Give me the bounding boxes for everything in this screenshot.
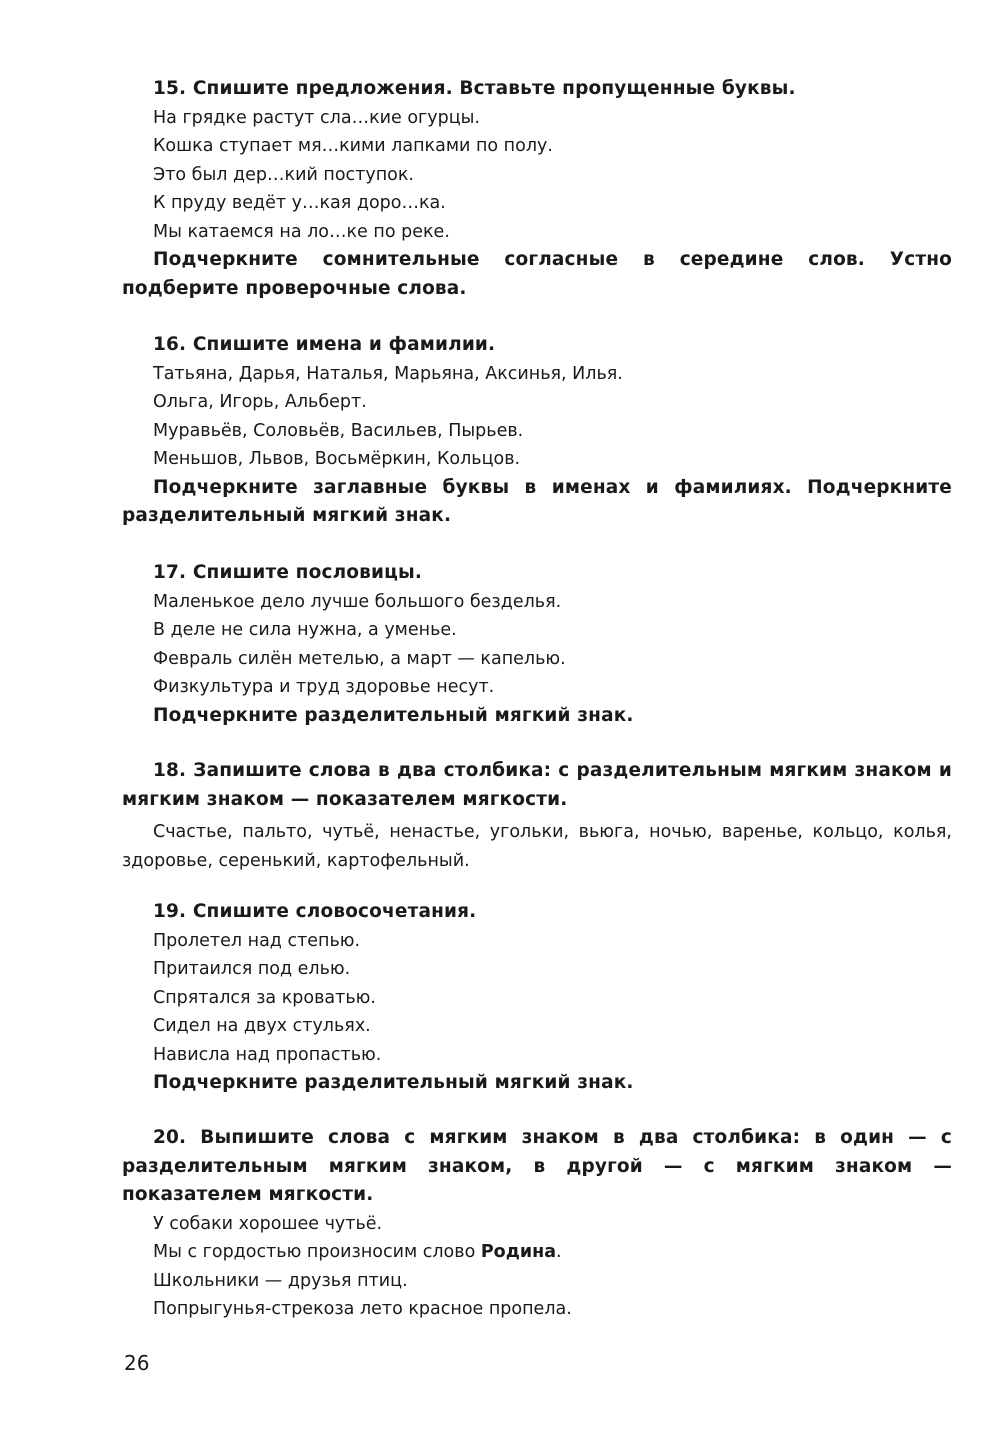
exercise-20-line: Школьники — друзья птиц. xyxy=(153,1270,408,1291)
bold-word-rodina: Родина xyxy=(480,1242,557,1262)
exercise-19-line: Нависла над пропастью. xyxy=(153,1044,382,1065)
exercise-18 xyxy=(122,757,952,875)
exercise-16-line: Меньшов, Львов, Восьмёркин, Кольцов. xyxy=(153,449,521,469)
page-number: 26 xyxy=(124,1351,150,1375)
exercise-15 xyxy=(122,75,952,303)
exercise-17-line: Маленькое дело лучше большого безделья. xyxy=(153,591,562,612)
exercise-17-line: В деле не сила нужна, а уменье. xyxy=(153,620,457,640)
exercise-15-task: Подчеркните сомнительные согласные в середине слов. Устно подберите проверочные слова. xyxy=(122,249,952,299)
exercise-17-title: 17. Спишите пословицы. xyxy=(153,562,423,583)
exercise-15-line: Мы катаемся на ло…ке по реке. xyxy=(153,221,450,242)
exercise-16-line: Татьяна, Дарья, Наталья, Марьяна, Аксинья, Илья. xyxy=(153,363,623,384)
exercise-19-line: Сидел на двух стульях. xyxy=(153,1016,371,1036)
exercise-17-task: Подчеркните разделительный мягкий знак. xyxy=(153,704,634,726)
exercise-19-line: Притаился под елью. xyxy=(153,959,351,979)
exercise-15-line: К пруду ведёт у…кая доро…ка. xyxy=(153,193,446,213)
exercise-16 xyxy=(122,331,952,531)
exercise-17-line: Февраль силён метелью, а март — капелью. xyxy=(153,648,566,669)
exercise-20-line-text: Мы с гордостью произносим слово xyxy=(153,1242,476,1262)
exercise-19 xyxy=(122,898,952,1098)
exercise-20-line xyxy=(122,1238,952,1267)
exercise-15-title: 15. Спишите предложения. Вставьте пропущенные буквы. xyxy=(153,78,796,99)
exercise-19-title: 19. Спишите словосочетания. xyxy=(153,901,477,922)
exercise-15-line: Это был дер…кий поступок. xyxy=(153,164,414,185)
line-period: . xyxy=(556,1242,562,1262)
exercise-17-line: Физкультура и труд здоровье несут. xyxy=(153,677,495,697)
exercise-16-title: 16. Спишите имена и фамилии. xyxy=(153,334,496,355)
exercise-20-line: Попрыгунья-стрекоза лето красное пропела. xyxy=(153,1299,572,1319)
exercise-20 xyxy=(122,1124,952,1324)
exercise-20-line: У собаки хорошее чутьё. xyxy=(153,1213,383,1234)
exercise-18-title: 18. Запишите слова в два столбика: с разделительным мягким знаком и мягким знаком — показателем мягкости. xyxy=(122,760,952,810)
exercise-16-line: Ольга, Игорь, Альберт. xyxy=(153,392,367,412)
exercise-15-line: Кошка ступает мя…кими лапками по полу. xyxy=(153,136,553,156)
exercise-19-line: Спрятался за кроватью. xyxy=(153,987,376,1008)
exercise-19-task: Подчеркните разделительный мягкий знак. xyxy=(153,1072,634,1093)
exercise-16-task: Подчеркните заглавные буквы в именах и фамилиях. Подчеркните разделительный мягкий знак. xyxy=(122,476,952,526)
exercise-17 xyxy=(122,559,952,730)
exercise-19-line: Пролетел над степью. xyxy=(153,930,361,951)
exercise-18-text: Счастье, пальто, чутьё, ненастье, угольки, вьюга, ночью, варенье, кольцо, колья, здоровье, серенький, картофельный. xyxy=(122,822,952,871)
exercise-15-line: На грядке растут сла…кие огурцы. xyxy=(153,107,480,128)
exercise-20-title: 20. Выпишите слова с мягким знаком в два столбика: в один — с разделительным мягким знаком, в другой — с мягким знаком — показателем мягкости. xyxy=(122,1127,952,1205)
exercise-16-line: Муравьёв, Соловьёв, Васильев, Пырьев. xyxy=(153,420,524,441)
